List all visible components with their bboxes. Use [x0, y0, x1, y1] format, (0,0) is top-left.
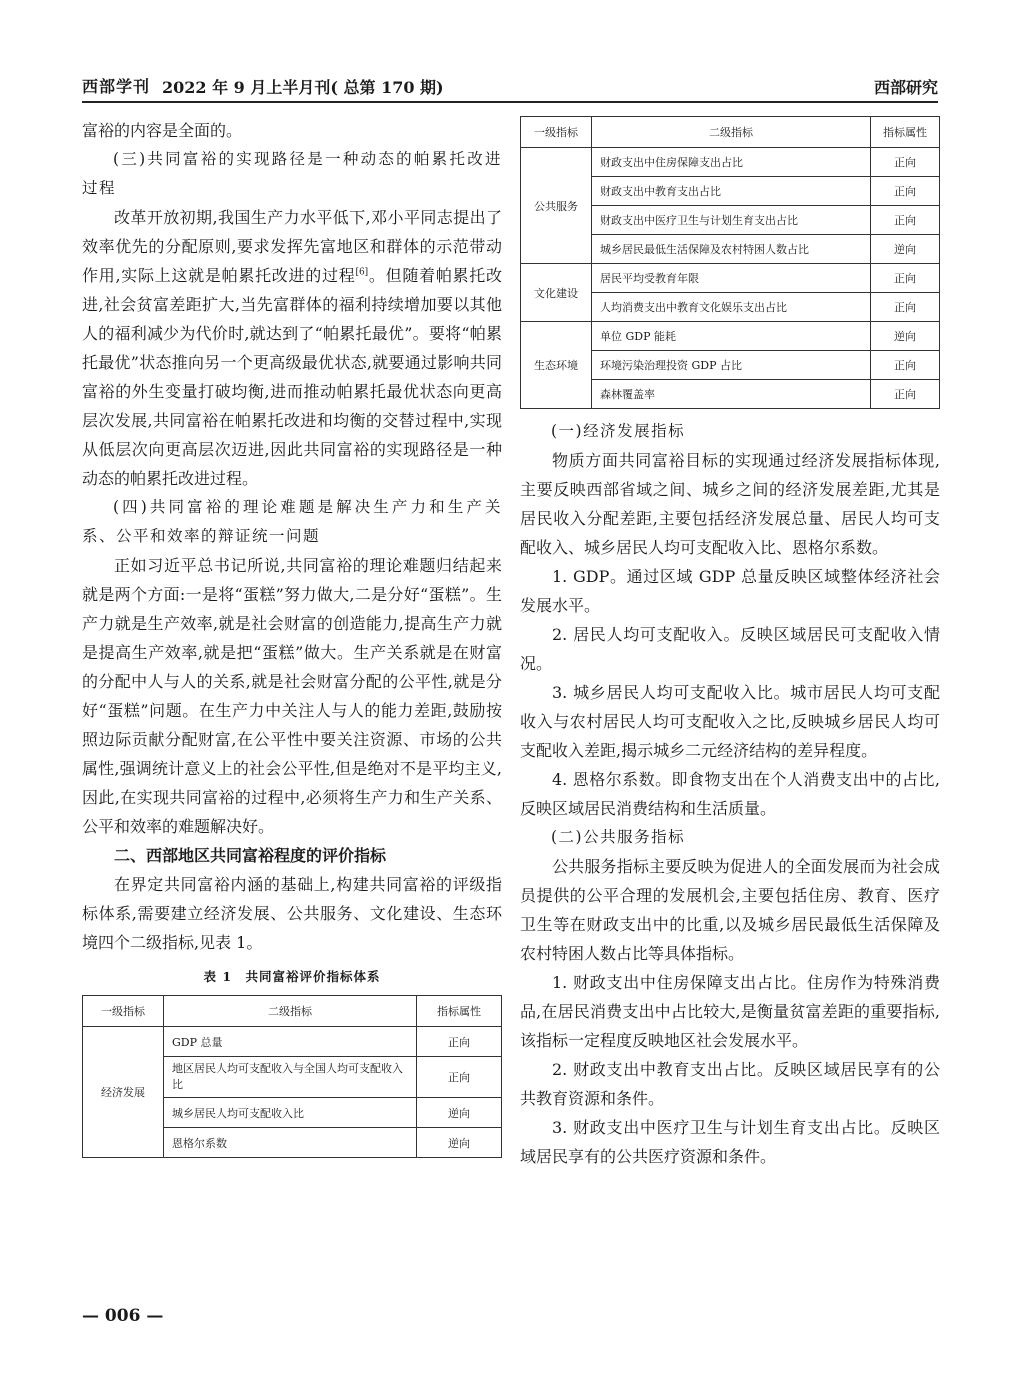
left-column	[82, 116, 502, 1158]
indicator-name: 财政支出中医疗卫生与计划生育支出占比	[592, 206, 871, 235]
indicator-attr: 正向	[871, 380, 940, 409]
paragraph: 1. 财政支出中住房保障支出占比。住房作为特殊消费品,在居民消费支出中占比较大,是衡量贫富差距的重要指标,该指标一定程度反映地区社会发展水平。	[520, 973, 940, 1050]
indicator-attr: 正向	[417, 1057, 502, 1098]
paragraph: 物质方面共同富裕目标的实现通过经济发展指标体现,主要反映西部省域之间、城乡之间的经济发展差距,尤其是居民收入分配差距,主要包括经济发展总量、居民人均可支配收入、城乡居民人均可支配收入比、恩格尔系数。	[520, 451, 940, 557]
indicator-attr: 逆向	[417, 1128, 502, 1158]
paragraph: 4. 恩格尔系数。即食物支出在个人消费支出中的占比,反映区域居民消费结构和生活质量。	[520, 770, 940, 818]
indicator-name: 财政支出中住房保障支出占比	[592, 148, 871, 177]
group-cell: 公共服务	[521, 148, 592, 264]
indicator-attr: 正向	[871, 177, 940, 206]
col-header-level1: 一级指标	[521, 117, 592, 148]
indicator-name: 居民平均受教育年限	[592, 264, 871, 293]
indicator-attr: 逆向	[871, 322, 940, 351]
paragraph: 公共服务指标主要反映为促进人的全面发展而为社会成员提供的公平合理的发展机会,主要包括住房、教育、医疗卫生等在财政支出中的比重,以及城乡居民最低生活保障及农村特困人数占比等具体指标。	[520, 857, 940, 963]
paragraph	[82, 203, 502, 493]
group-cell: 文化建设	[521, 264, 592, 322]
group-cell: 生态环境	[521, 322, 592, 409]
paragraph: 2. 财政支出中教育支出占比。反映区域居民享有的公共教育资源和条件。	[520, 1060, 940, 1108]
indicator-name: 城乡居民最低生活保障及农村特困人数占比	[592, 235, 871, 264]
indicator-attr: 正向	[871, 351, 940, 380]
indicator-attr: 正向	[871, 148, 940, 177]
table-row	[521, 322, 940, 351]
col-header-level2: 二级指标	[592, 117, 871, 148]
indicator-attr: 正向	[871, 206, 940, 235]
col-header-level2: 二级指标	[164, 996, 417, 1027]
paragraph: 1. GDP。通过区域 GDP 总量反映区域整体经济社会发展水平。	[520, 567, 940, 615]
col-header-attr: 指标属性	[417, 996, 502, 1027]
subsection-heading: (一)经济发展指标	[551, 422, 686, 440]
paragraph: 2. 居民人均可支配收入。反映区域居民可支配收入情况。	[520, 625, 940, 673]
indicator-name: 森林覆盖率	[592, 380, 871, 409]
reference-mark: [6]	[355, 267, 369, 278]
table-row	[521, 264, 940, 293]
table-caption: 表 1 共同富裕评价指标体系	[203, 969, 381, 984]
indicator-table-part2	[520, 116, 940, 409]
col-header-attr: 指标属性	[871, 117, 940, 148]
indicator-name: 财政支出中教育支出占比	[592, 177, 871, 206]
paragraph: 富裕的内容是全面的。	[82, 121, 243, 140]
paragraph-text: 改革开放初期,我国生产力水平低下,邓小平同志提出了效率优先的分配原则,要求发挥先富地区和群体的示范带动作用,实际上这就是帕累托改进的过程	[82, 208, 502, 285]
section-heading: 二、西部地区共同富裕程度的评价指标	[114, 846, 387, 865]
paragraph: 3. 财政支出中医疗卫生与计划生育支出占比。反映区域居民享有的公共医疗资源和条件。	[520, 1118, 940, 1166]
table-row	[521, 148, 940, 177]
col-header-level1: 一级指标	[83, 996, 164, 1027]
indicator-table-part1	[82, 995, 502, 1158]
journal-logo: 西部学刊	[82, 77, 151, 96]
table-row	[83, 1027, 502, 1057]
indicator-attr: 正向	[417, 1027, 502, 1057]
indicator-name: 环境污染治理投资 GDP 占比	[592, 351, 871, 380]
issue-info: 2022 年 9 月上半月刊( 总第 170 期)	[162, 78, 444, 97]
indicator-name: GDP 总量	[164, 1027, 417, 1057]
indicator-name: 单位 GDP 能耗	[592, 322, 871, 351]
indicator-name: 城乡居民人均可支配收入比	[164, 1098, 417, 1128]
paragraph: 正如习近平总书记所说,共同富裕的理论难题归结起来就是两个方面:一是将“蛋糕”努力做大,二是分好“蛋糕”。生产力就是生产效率,就是社会财富的创造能力,提高生产力就是提高生产效率,就是把“蛋糕”做大。生产关系就是在财富的分配中人与人的关系,就是社会财富分配的公平性,就是分好“蛋糕”问题。在生产力中关注人与人的能力差距,鼓励按照边际贡献分配财富,在公平性中要关注资源、市场的公共属性,强调统计意义上的社会公平性,但是绝对不是平均主义,因此,在实现共同富裕的过程中,必须将生产力和生产关系、公平和效率的难题解决好。	[82, 556, 502, 836]
page-header	[82, 70, 938, 100]
paragraph-text: 。但随着帕累托改进,社会贫富差距扩大,当先富群体的福利持续增加要以其他人的福利减少为代价时,就达到了“帕累托最优”。要将“帕累托最优”状态推向另一个更高级最优状态,就要通过影响共同富裕的外生变量打破均衡,进而推动帕累托最优状态向更高层次发展,共同富裕在帕累托改进和均衡的交替过程中,实现从低层次向更高层次迈进,因此共同富裕的实现路径是一种动态的帕累托改进过程。	[82, 266, 502, 488]
subsection-heading: (二)公共服务指标	[551, 828, 686, 846]
right-column	[520, 116, 940, 1171]
section-name: 西部研究	[873, 78, 938, 97]
indicator-attr: 逆向	[417, 1098, 502, 1128]
indicator-name: 恩格尔系数	[164, 1128, 417, 1158]
header-rule	[82, 101, 938, 103]
group-cell: 经济发展	[83, 1027, 164, 1158]
indicator-attr: 正向	[871, 264, 940, 293]
table-header-row	[521, 117, 940, 148]
paragraph: 3. 城乡居民人均可支配收入比。城市居民人均可支配收入与农村居民人均可支配收入之比,反映城乡居民人均可支配收入差距,揭示城乡二元经济结构的差异程度。	[520, 683, 940, 760]
indicator-name: 地区居民人均可支配收入与全国人均可支配收入比	[164, 1057, 417, 1098]
page-number: — 006 —	[82, 1306, 164, 1326]
subsection-heading: (三)共同富裕的实现路径是一种动态的帕累托改进过程	[82, 150, 502, 197]
table-header-row	[83, 996, 502, 1027]
paragraph: 在界定共同富裕内涵的基础上,构建共同富裕的评级指标体系,需要建立经济发展、公共服务、文化建设、生态环境四个二级指标,见表 1。	[82, 875, 502, 952]
indicator-attr: 正向	[871, 293, 940, 322]
subsection-heading: (四)共同富裕的理论难题是解决生产力和生产关系、公平和效率的辩证统一问题	[82, 498, 502, 545]
indicator-name: 人均消费支出中教育文化娱乐支出占比	[592, 293, 871, 322]
indicator-attr: 逆向	[871, 235, 940, 264]
